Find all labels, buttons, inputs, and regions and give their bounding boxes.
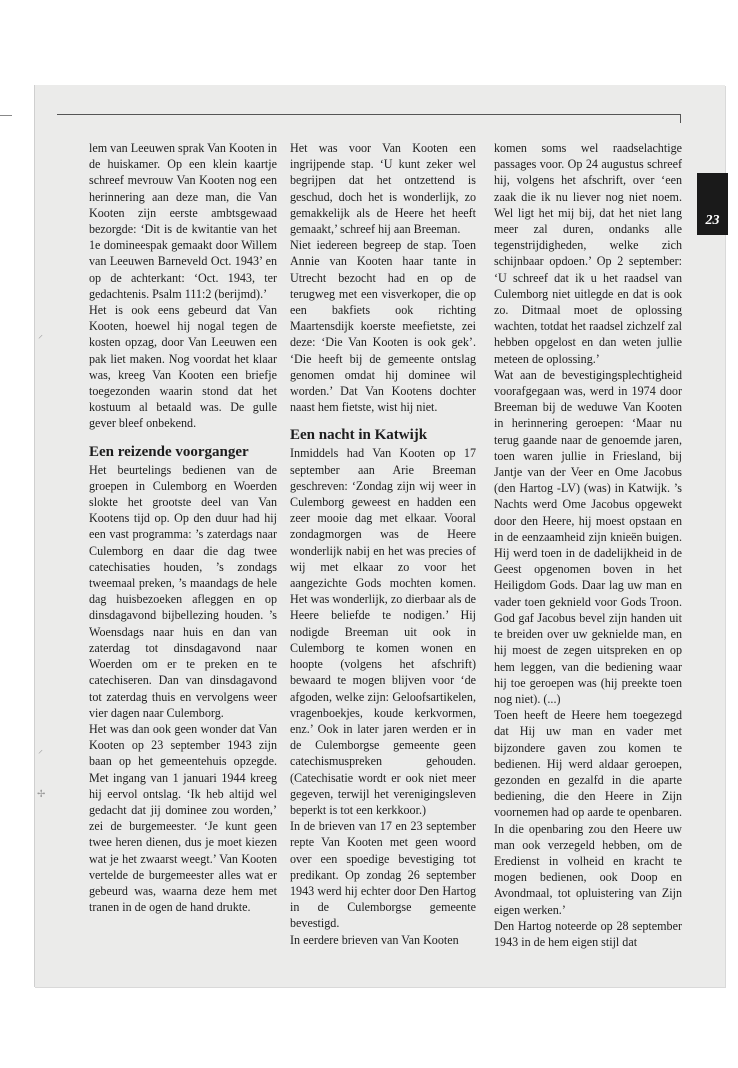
- paragraph: Den Hartog noteerde op 28 september 1943 in de hem eigen stijl dat: [494, 918, 682, 949]
- paragraph: In eerdere brieven van Van Kooten: [290, 932, 459, 947]
- paragraph: Wat aan de bevestigingsplechtigheid voorafgegaan was, werd in 1974 door Breeman bij de weduwe Van Kooten in herinnering geroepen: ‘Maar nu terug gaande naar de genoemde jaren, toen waren jullie in Friesland, bij Jantje van der Veer en Ome Jacobus (den Hartog -LV) (was) in Katwijk. ’s Nachts werd Ome Jacobus opgewekt door den Heere, hij moest opstaan en in de eenzaamheid zijn knieën buigen. Hij werd toen in de dadelijkheid in de Geest opgenomen boven in het Heiligdom Gods. Daar lag uw man en vader toen geknield voor Gods Troon. God gaf Jacobus bevel zijn handen uit te breiden over uw geknielde man, en hij moest de zegen uitspreken en op hem leggen, van die bediening waar hij toe geroepen was (hij preekte toen nog niet). (...): [494, 367, 682, 706]
- paragraph: Het was voor Van Kooten een ingrijpende stap. ‘U kunt zeker wel begrijpen dat het ontzettend is geschud, doch het is wonderlijk, zo gemakkelijk als de Heere het heeft gemaakt,’ schreef hij aan Breeman.: [290, 141, 476, 237]
- margin-mark: ⸍: [38, 334, 43, 345]
- paragraph: Het beurtelings bedienen van de groepen in Culemborg en Woerden slokte het grootste deel van Van Kootens tijd op. Op den duur had hij een vast programma: ’s zaterdags naar Culemborg en daar die dag twee catechisaties houden, ’s zondags tweemaal preken, ’s maandags de hele dag huisbezoeken afleggen en op dinsdagavond bijbellezing houden. ’s Woensdags naar huis en dan van zaterdag tot dinsdagavond naar Woerden om er te preken en te catechiseren. Dan van dinsdagavond tot zaterdag thuis en vervolgens weer vier dagen naar Culemborg.: [89, 462, 277, 720]
- section-heading: Een nacht in Katwijk: [290, 427, 428, 444]
- margin-tick: [0, 115, 12, 116]
- paragraph: lem van Leeuwen sprak Van Kooten in de huiskamer. Op een klein kaartje schreef mevrouw Van Kooten nog een herinnering aan deze man, die Van Kooten zijn eerste ambtsgewaad bezorgde: ‘Dit is de kwitantie van het 1e domineespak gemaakt door Willem van Leeuwen Barneveld Oct. 1943’ en op de achterkant: ‘Oct. 1943, ter gedachtenis. Psalm 111:2 (berijmd).’: [89, 141, 277, 301]
- margin-mark: ✢: [37, 789, 46, 800]
- column-2: [290, 140, 476, 948]
- paragraph: Toen heeft de Heere hem toegezegd dat Hij uw man en vader met bijzondere gaven zou komen te bedienen. Hij werd aldaar geroepen, gezonden en gezalfd in die aparte bediening, die den Heere in Zijn voornemen had op aarde te openbaren. In die openbaring zou den Heere uw man ook verzegeld hebben, om de Eredienst in volheid en kracht te mogen bedienen, ook Doop en Avondmaal, tot opluistering van Zijn eigen werken.’: [494, 708, 682, 917]
- paragraph: Niet iedereen begreep de stap. Toen Annie van Kooten haar tante in Utrecht bezocht had en op de terugweg met een visverkoper, die op een bakfiets ook richting Maartensdijk koerste meefietste, zei deze: ‘Die Van Kooten is ook gek’. ‘Die heeft bij de gemeente ontslag genomen omdat hij dominee wil worden.’ Dat Van Kootens dochter naast hem fietste, wist hij niet.: [290, 238, 476, 415]
- paragraph: Het is ook eens gebeurd dat Van Kooten, hoewel hij nogal tegen de kosten opzag, door Van Leeuwen een pak liet maken. Nog voordat het klaar was, kreeg Van Kooten een briefje toegezonden waarin stond dat het kostuum al betaald was. De gulle gever bleef onbekend.: [89, 303, 277, 431]
- paragraph: In de brieven van 17 en 23 september repte Van Kooten met geen woord over een spoedige bevestiging tot predikant. Op zondag 26 september 1943 werd hij echter door Den Hartog in de Culemborgse gemeente bevestigd.: [290, 819, 476, 931]
- page-number: 23: [705, 213, 720, 228]
- paragraph: Inmiddels had Van Kooten op 17 september aan Arie Breeman geschreven: ‘Zondag zijn wij weer in Culemborg geweest en hadden een zeer mooie dag met elkaar. Vooral zondagmorgen was de Heere wonderlijk nabij en het was precies of wij met elkaar zo voor het aangezichte Gods mochten komen. Het was wonderlijk, zo dierbaar als de Heere beliefde te nodigen.’ Hij nodigde Breeman uit ook in Culemborg te komen wonen en hoopte (volgens het afschrift) bewaard te mogen blijven voor ‘de afgoden, welke zijn: Geloofsartikelen, vragenboekjes, koude kerkvormen, enz.’ Ook in later jaren werden er in de Culemborgse gemeente geen catechismuspreken gehouden. (Catechisatie wordt er ook niet meer gegeven, terwijl het verenigingsleven beperkt is tot een kerkkoor.): [290, 446, 476, 817]
- paragraph: Het was dan ook geen wonder dat Van Kooten op 23 september 1943 zijn baan op het gemeentehuis opzegde. Met ingang van 1 januari 1944 kreeg hij eervol ontslag. ‘Ik heb altijd wel gedacht dat jij dominee zou worden,’ zei de burgemeester. ‘Je kunt geen twee heren dienen, dus je moet kiezen wat je het zwaarst weegt.’ Van Kooten vertelde de burgemeester alles wat er gebeurd was, waarna deze hem met tranen in de ogen de hand drukte.: [89, 721, 277, 915]
- column-3: [494, 140, 682, 950]
- margin-mark: ⸍: [38, 749, 43, 760]
- header-rule: [57, 114, 680, 115]
- section-heading: Een reizende voorganger: [89, 443, 249, 460]
- paragraph: komen soms wel raadselachtige passages voor. Op 24 augustus schreef hij, volgens het afschrift, over ‘een zaak die ik nu liever nog niet noem. Wel ligt het mij bij, dat het niet lang meer zal duren, ondanks alle tegenstrijdigheden, welke zich schijnbaar opdoen.’ Op 2 september: ‘U schreef dat ik u het raadsel van Culemborg niet uitlegde en dat is ook zo. Ditmaal moet de oplossing wachten, totdat het raadsel zichzelf zal hebben opgelost en dan weten jullie meteen de oplossing.’: [494, 141, 682, 366]
- header-rule-end: [680, 114, 681, 123]
- page-number-tab: [697, 173, 728, 235]
- column-1: [89, 140, 277, 915]
